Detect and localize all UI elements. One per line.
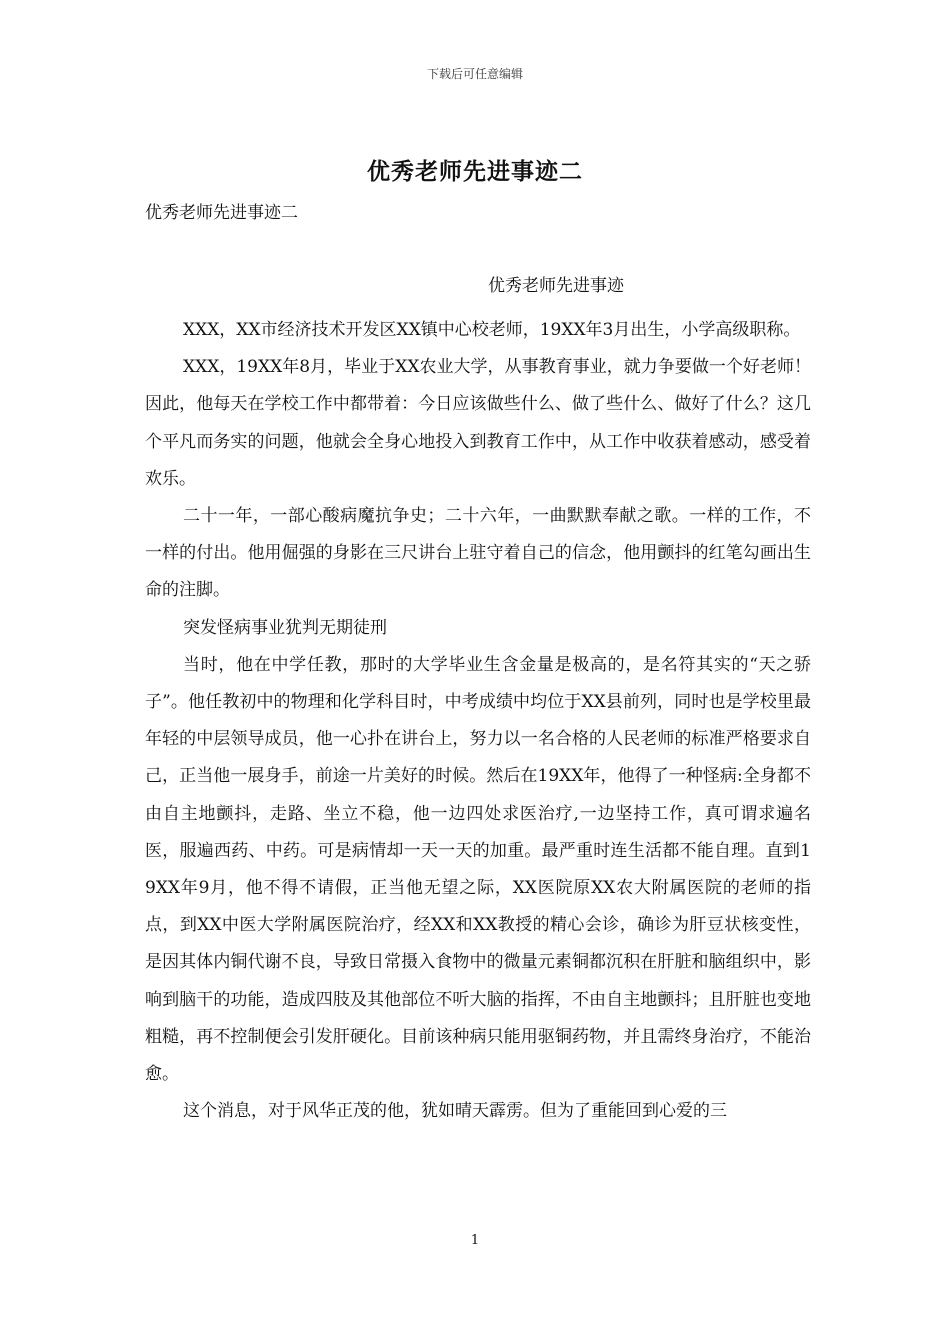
paragraph-illness: 当时，他在中学任教，那时的大学毕业生含金量是极高的，是名符其实的“天之骄子”。他任教初中的物理和化学科目时，中考成绩中均位于XX县前列，同时也是学校里最年轻的中层领导成员，他一心扑在讲台上，努力以一名合格的人民老师的标准严格要求自己，正当他一展身手，前途一片美好的时候。然后在19XX年，他得了一种怪病:全身都不由自主地颤抖，走路、坐立不稳，他一边四处求医治疗,一边坚持工作，真可谓求遍名医，服遍西药、中药。可是病情却一天一天的加重。最严重时连生活都不能自理。直到19XX年9月，他不得不请假，正当他无望之际，XX医院原XX农大附属医院的老师的指点，到XX中医大学附属医院治疗，经XX和XX教授的精心会诊，确诊为肝豆状核变性，是因其体内铜代谢不良，导致日常摄入食物中的微量元素铜都沉积在肝脏和脑组织中，影响到脑干的功能，造成四肢及其他部位不听大脑的指挥，不由自主地颤抖；且肝脏也变地粗糙，再不控制便会引发肝硬化。目前该种病只能用驱铜药物，并且需终身治疗，不能治愈。	[145, 654, 811, 1085]
document-body	[145, 312, 811, 1130]
paragraph-education: XXX，19XX年8月，毕业于XX农业大学，从事教育事业，就力争要做一个好老师！因此，他每天在学校工作中都带着：今日应该做些什么、做了些什么、做好了什么？这几个平凡而务实的问题，他就会全身心地投入到教育工作中，从工作中收获着感动，感受着欢乐。	[145, 357, 811, 489]
paragraph-subheading: 突发怪病事业犹判无期徒刑	[183, 617, 387, 638]
page-number: 1	[470, 1233, 480, 1248]
document-subtitle: 优秀老师先进事迹二	[145, 203, 298, 223]
paragraph-intro: XXX，XX市经济技术开发区XX镇中心校老师，19XX年3月出生，小学高级职称。	[183, 320, 801, 340]
paragraph-summary: 二十一年，一部心酸病魔抗争史；二十六年，一曲默默奉献之歌。一样的工作，不一样的付出。他用倔强的身影在三尺讲台上驻守着自己的信念，他用颤抖的红笔勾画出生命的注脚。	[145, 506, 811, 601]
document-title: 优秀老师先进事迹二	[367, 158, 583, 185]
page-header: 下载后可任意编辑	[426, 67, 523, 81]
paragraph-news: 这个消息，对于风华正茂的他，犹如晴天霹雳。但为了重能回到心爱的三	[183, 1101, 727, 1122]
section-heading: 优秀老师先进事迹	[488, 276, 624, 296]
